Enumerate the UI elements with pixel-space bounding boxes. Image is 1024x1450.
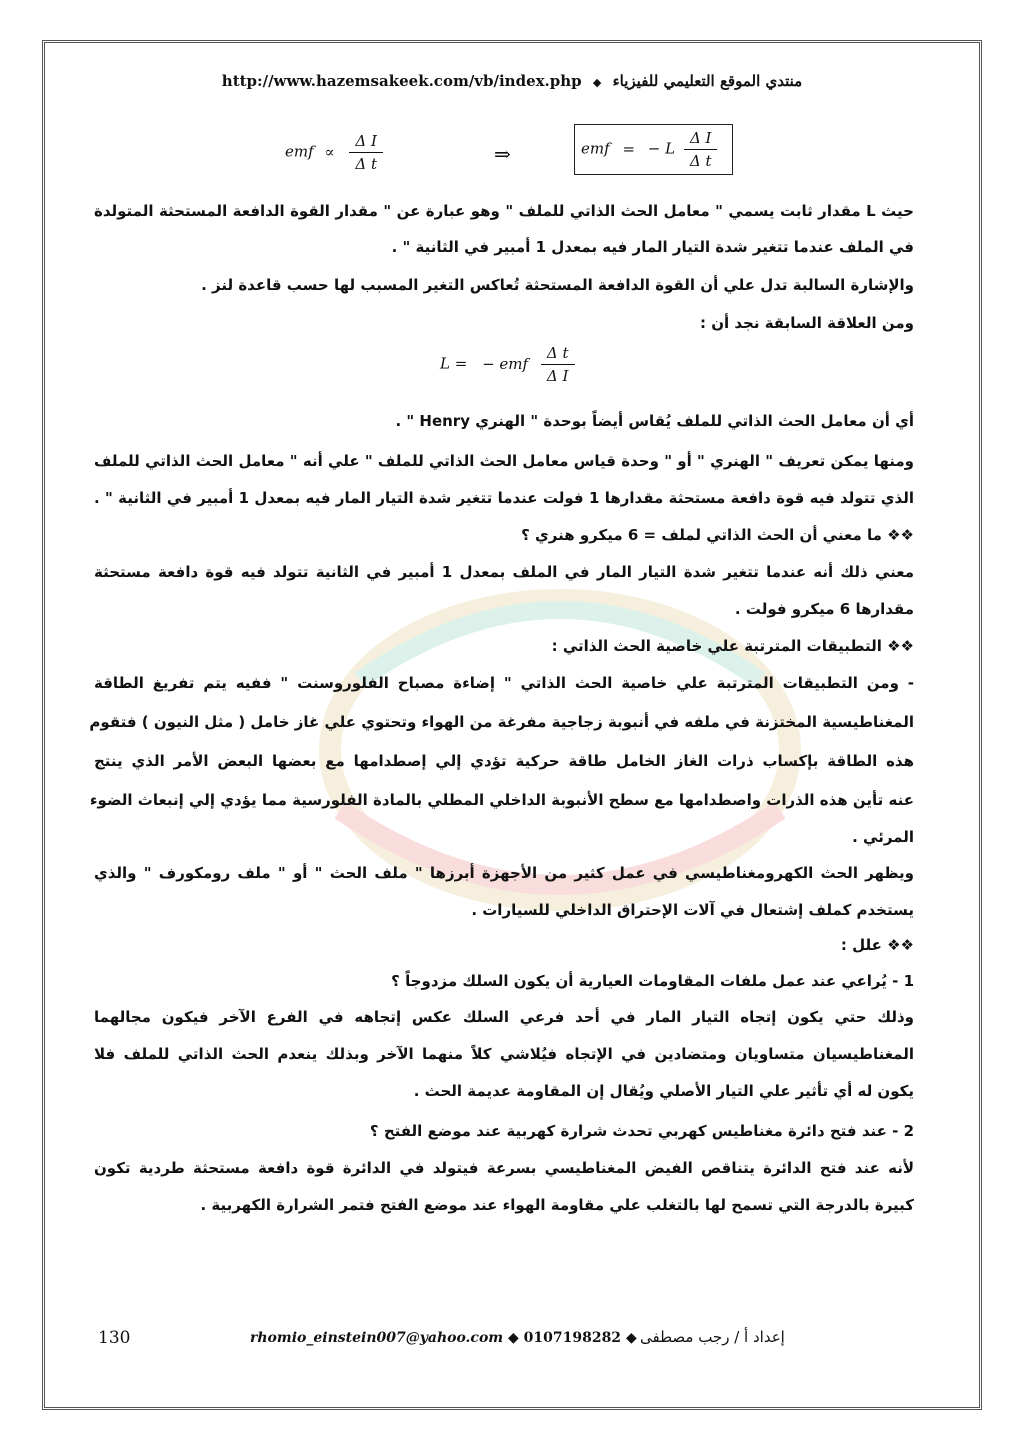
text-line: في الملف عندما تتغير شدة التيار المار فيه بمعدل 1 أمبير في الثانية " . [391,238,914,256]
text-line: معني ذلك أنه عندما تتغير شدة التيار المار في الملف بمعدل 1 أمبير في الثانية تتولد فيه قوة دافعة مستحثة [94,563,914,581]
eq2-denominator: Δ t [689,152,712,170]
eq3-rhs: − emf [482,354,529,373]
text-line: يكون له أي تأثير علي التيار الأصلي ويُقال إن المقاومة عديمة الحث . [413,1082,914,1100]
eq3-lhs: L = [440,354,468,373]
eq2-numerator: Δ I [684,129,718,150]
page-header [0,72,1024,90]
inductance-equation [440,344,579,385]
text-line: وذلك حتي يكون إتجاه التيار المار في أحد فرعي السلك عكس إتجاهه في الفرع الآخر فيكون مجالهما [94,1008,914,1026]
text-line: عنه تأين هذه الذرات واصطدامها مع سطح الأنبوبة الداخلي المطلي بالمادة الفلورسية مما يؤدي إلي إنبعاث الضوء [89,791,914,809]
equation-row-1 [0,124,1024,186]
footer-author: إعداد أ / رجب مصطفى [640,1328,785,1346]
section-heading: ❖❖ علل : [840,936,914,954]
text-line: مقدارها 6 ميكرو فولت . [734,600,914,618]
footer-separator-2: ◆ [625,1330,637,1346]
section-heading: ❖❖ التطبيقات المترتبة علي خاصية الحث الذاتي : [551,637,914,655]
footer-separator-1: ◆ [507,1330,519,1346]
text-line: المرئي . [852,828,914,846]
text-line: المغناطيسية المختزنة في ملفه في أنبوبة زجاجية مفرغة من الهواء وتحتوي علي غاز خامل ( مثل النيون ) فتقوم [89,713,914,731]
text-line: هذه الطاقة بإكساب ذرات الغاز الخامل طاقة حركية تؤدي إلي إصطدامها مع بعضها البعض الأمر الذي ينتج [94,752,914,770]
eq1-fraction [349,132,383,173]
header-url: http://www.hazemsakeek.com/vb/index.php [221,72,582,90]
text-line: أي أن معامل الحث الذاتي للملف يُقاس أيضاً بوحدة " الهنري Henry " . [395,412,914,430]
implies-arrow: ⇒ [494,142,511,166]
text-line: ومن العلاقة السابقة نجد أن : [699,314,914,332]
footer-contact [250,1330,637,1346]
question-line: 2 - عند فتح دائرة مغناطيس كهربي تحدث شرارة كهربية عند موضع الفتح ؟ [369,1122,914,1140]
text-line: المغناطيسيان متساويان ومتضادين في الإتجاه فيُلاشي كلاً منهما الآخر وبذلك ينعدم الحث الذاتي للملف فلا [94,1045,914,1063]
equation-row-2 [0,344,1024,398]
text-line: حيث L مقدار ثابت يسمي " معامل الحث الذاتي للملف " وهو عبارة عن " مقدار القوة الدافعة المستحثة المتولدة [94,202,914,220]
eq2-operator: = [622,139,636,158]
text-line: كبيرة بالدرجة التي تسمح لها بالتغلب علي مقاومة الهواء عند موضع الفتح فتمر الشرارة الكهربية . [200,1196,914,1214]
boxed-emf-equation [574,124,733,175]
page-number: 130 [98,1328,131,1348]
eq1-denominator: Δ t [355,155,378,173]
footer-email: rhomio_einstein007@yahoo.com [250,1330,504,1346]
proportional-equation [285,132,387,173]
text-line: ويظهر الحث الكهرومغناطيسي في عمل كثير من الأجهزة أبرزها " ملف الحث " أو " ملف رومكورف " والذي [94,864,914,882]
eq2-rhs: − L [647,139,676,158]
header-forum-name: منتدي الموقع التعليمي للفيزياء [612,72,803,90]
question-line: 1 - يُراعي عند عمل ملفات المقاومات العيارية أن يكون السلك مزدوجاً ؟ [391,972,914,990]
text-line: يستخدم كملف إشتعال في آلات الإحتراق الداخلي للسيارات . [471,901,914,919]
eq3-numerator: Δ t [541,344,575,365]
text-line: لأنه عند فتح الدائرة يتناقص الفيض المغناطيسي بسرعة فيتولد في الدائرة قوة دافعة مستحثة طردية تكون [94,1159,914,1177]
page-footer [0,1328,1024,1358]
eq2-lhs: emf [581,139,610,158]
header-separator: ◆ [592,76,602,89]
text-line: الذي تتولد فيه قوة دافعة مستحثة مقدارها 1 فولت عندما تتغير شدة التيار المار فيه بمعدل 1 أمبير في الثانية " . [94,489,914,507]
text-line: والإشارة السالبة تدل علي أن القوة الدافعة المستحثة تُعاكس التغير المسبب لها حسب قاعدة لنز . [201,276,914,294]
eq1-numerator: Δ I [349,132,383,153]
question-line: ❖❖ ما معني أن الحث الذاتي لملف = 6 ميكرو هنري ؟ [521,526,914,544]
eq3-denominator: Δ I [546,367,569,385]
eq1-lhs: emf [285,142,314,161]
text-line: ومنها يمكن تعريف " الهنري " أو " وحدة قياس معامل الحث الذاتي للملف " علي أنه " معامل الحث الذاتي للملف [94,452,914,470]
eq1-operator: ∝ [324,142,335,161]
text-line: - ومن التطبيقات المترتبة علي خاصية الحث الذاتي " إضاءة مصباح الفلوروسنت " ففيه يتم تفريغ الطاقة [94,674,914,692]
eq3-fraction [541,344,575,385]
eq2-fraction [684,129,718,170]
footer-phone: 0107198282 [523,1330,622,1346]
